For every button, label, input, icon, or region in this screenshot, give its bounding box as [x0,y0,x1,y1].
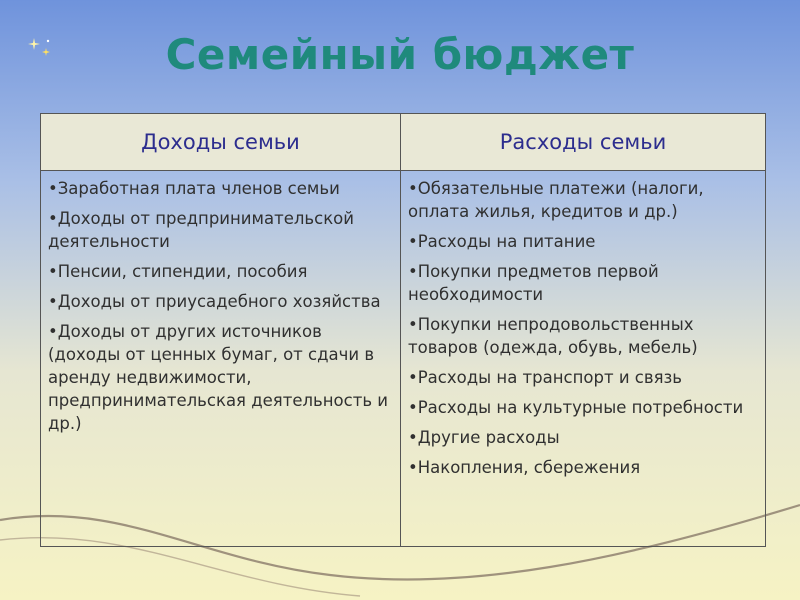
list-item: •Доходы от предпринимательской деятельности [48,209,354,251]
expenses-cell [401,171,766,547]
list-item: •Расходы на питание [408,232,596,251]
table-header-row [41,114,766,171]
table-row [41,171,766,547]
list-item: •Другие расходы [408,428,560,447]
income-list [48,177,394,435]
slide-title: Семейный бюджет [165,30,635,79]
list-item: •Покупки предметов первой необходимости [408,262,659,304]
income-cell [41,171,401,547]
list-item: •Расходы на транспорт и связь [408,368,683,387]
income-header: Доходы семьи [41,114,401,171]
expenses-list [408,177,759,479]
list-item: •Покупки непродовольственных товаров (одежда, обувь, мебель) [408,315,698,357]
expenses-header: Расходы семьи [401,114,766,171]
list-item: •Обязательные платежи (налоги, оплата жилья, кредитов и др.) [408,179,704,221]
list-item: •Заработная плата членов семьи [48,179,340,198]
list-item: •Расходы на культурные потребности [408,398,744,417]
list-item: •Доходы от других источников (доходы от ценных бумаг, от сдачи в аренду недвижимости, предпринимательская деятельность и др.) [48,322,389,433]
list-item: •Пенсии, стипендии, пособия [48,262,308,281]
list-item: •Накопления, сбережения [408,458,641,477]
list-item: •Доходы от приусадебного хозяйства [48,292,381,311]
budget-table [40,113,766,547]
